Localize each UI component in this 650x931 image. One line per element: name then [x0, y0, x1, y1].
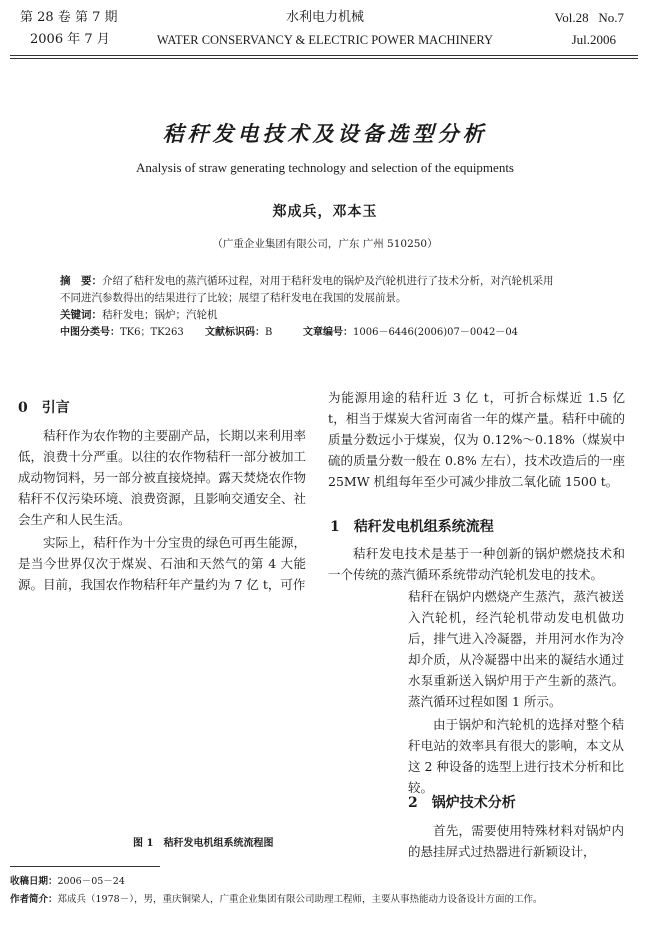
journal-name-cn: 水利电力机械 — [285, 10, 364, 25]
clc-number — [60, 326, 184, 340]
article-number — [303, 326, 518, 340]
volume-issue-cn: 第 28 卷 第 7 期 — [20, 10, 118, 25]
article-title-en: Analysis of straw generating technology and selection of the equipments — [136, 160, 514, 175]
date-cn: 2006 年 7 月 — [30, 32, 110, 47]
abstract — [60, 273, 620, 290]
section-1-paragraph-2: 秸秆在锅炉内燃烧产生蒸汽，蒸汽被送入汽轮机，经汽轮机带动发电机做功后，排气进入冷凝器，并用河水作为冷却介质，从冷凝器中出来的凝结水通过水泵重新送入锅炉用于产生新的蒸汽。蒸汽循环过程如图 1 所示。 — [408, 589, 624, 709]
figure-1-caption: 图 1 秸秆发电机组系统流程图 — [133, 838, 274, 849]
section-0-paragraph-2: 实际上，秸秆作为十分宝贵的绿色可再生能源，是当今世界仅次于煤炭、石油和天然气的第 4 大能源。目前，我国农作物秸秆年产量约为 7 亿 t，可作 — [18, 535, 306, 592]
section-1-paragraph-3: 由于锅炉和汽轮机的选择对整个秸秆电站的效率具有很大的影响，本文从这 2 种设备的选型上进行技术分析和比较。 — [408, 717, 624, 795]
authors: 郑成兵，邓本玉 — [272, 204, 378, 220]
doc-label: 文献标识码： — [205, 327, 265, 338]
journal-name-en: WATER CONSERVANCY & ELECTRIC POWER MACHINERY — [156, 33, 494, 47]
volume-issue-en: Vol.28 No.7 — [554, 10, 624, 25]
author-bio-label: 作者简介： — [10, 894, 58, 905]
clc-label: 中图分类号： — [60, 327, 120, 338]
section-0-heading: 0 引言 — [18, 400, 70, 416]
clc-value: TK6；TK263 — [120, 327, 184, 338]
keywords-label: 关键词： — [60, 309, 102, 321]
section-2-heading: 2 锅炉技术分析 — [408, 795, 516, 811]
section-2-paragraph-1: 首先，需要使用特殊材料对锅炉内的悬挂屏式过热器进行新颖设计， — [408, 823, 624, 859]
affiliation: （广重企业集团有限公司，广东 广州 510250） — [212, 238, 438, 250]
abstract-line-1: 介绍了秸秆发电的蒸汽循环过程，对用于秸秆发电的锅炉及汽轮机进行了技术分析，对汽轮机采用 — [102, 275, 554, 287]
section-2-body — [408, 820, 624, 862]
document-code — [205, 326, 272, 340]
section-0-body — [18, 425, 306, 595]
footnote-rule — [10, 866, 160, 867]
header-rule — [10, 55, 638, 56]
author-bio — [10, 891, 635, 908]
article-title-cn: 秸秆发电技术及设备选型分析 — [162, 121, 488, 146]
received-label: 收稿日期： — [10, 876, 58, 887]
keywords — [60, 307, 218, 324]
keywords-text: 秸秆发电；锅炉；汽轮机 — [102, 309, 218, 321]
section-1-body-wrapped — [408, 586, 624, 798]
section-1-heading: 1 秸秆发电机组系统流程 — [330, 519, 494, 535]
doc-value: B — [265, 327, 273, 338]
author-bio-text: 郑成兵（1978－），男，重庆铜梁人，广重企业集团有限公司助理工程师，主要从事热能动力设备设计方面的工作。 — [57, 894, 543, 905]
received-date — [10, 873, 125, 890]
section-0-continued: 为能源用途的秸秆近 3 亿 t，可折合标煤近 1.5 亿 t，相当于煤炭大省河南省一年的煤产量。秸秆中硫的质量分数远小于煤炭，仅为 0.12%～0.18%（煤炭中硫的质量分数一般在 0.8% 左右），技术改造后的一座 25MW 机组每年至少可减少排放二氧化硫 1500 t。 — [328, 390, 625, 489]
header-rule-2 — [10, 58, 638, 59]
article-label: 文章编号： — [303, 327, 353, 338]
abstract-label: 摘 要： — [60, 275, 102, 287]
section-1-paragraph-1-text: 秸秆发电技术是基于一种创新的锅炉燃烧技术和一个传统的蒸汽循环系统带动汽轮机发电的技术。 — [328, 546, 625, 582]
section-1-paragraph-1 — [328, 543, 625, 585]
received-value: 2006－05－24 — [57, 876, 125, 887]
article-value: 1006－6446(2006)07－0042－04 — [353, 327, 519, 338]
abstract-line-2: 不同进汽参数得出的结果进行了比较；展望了秸秆发电在我国的发展前景。 — [60, 292, 407, 304]
section-0-paragraph-1: 秸秆作为农作物的主要副产品，长期以来利用率低，浪费十分严重。以往的农作物秸秆一部分被加工成动物饲料，另一部分被直接烧掉。露天焚烧农作物秸秆不仅污染环境、浪费资源，且影响交通安全、社会生产和人民生活。 — [18, 428, 306, 527]
date-en: Jul.2006 — [571, 32, 616, 47]
